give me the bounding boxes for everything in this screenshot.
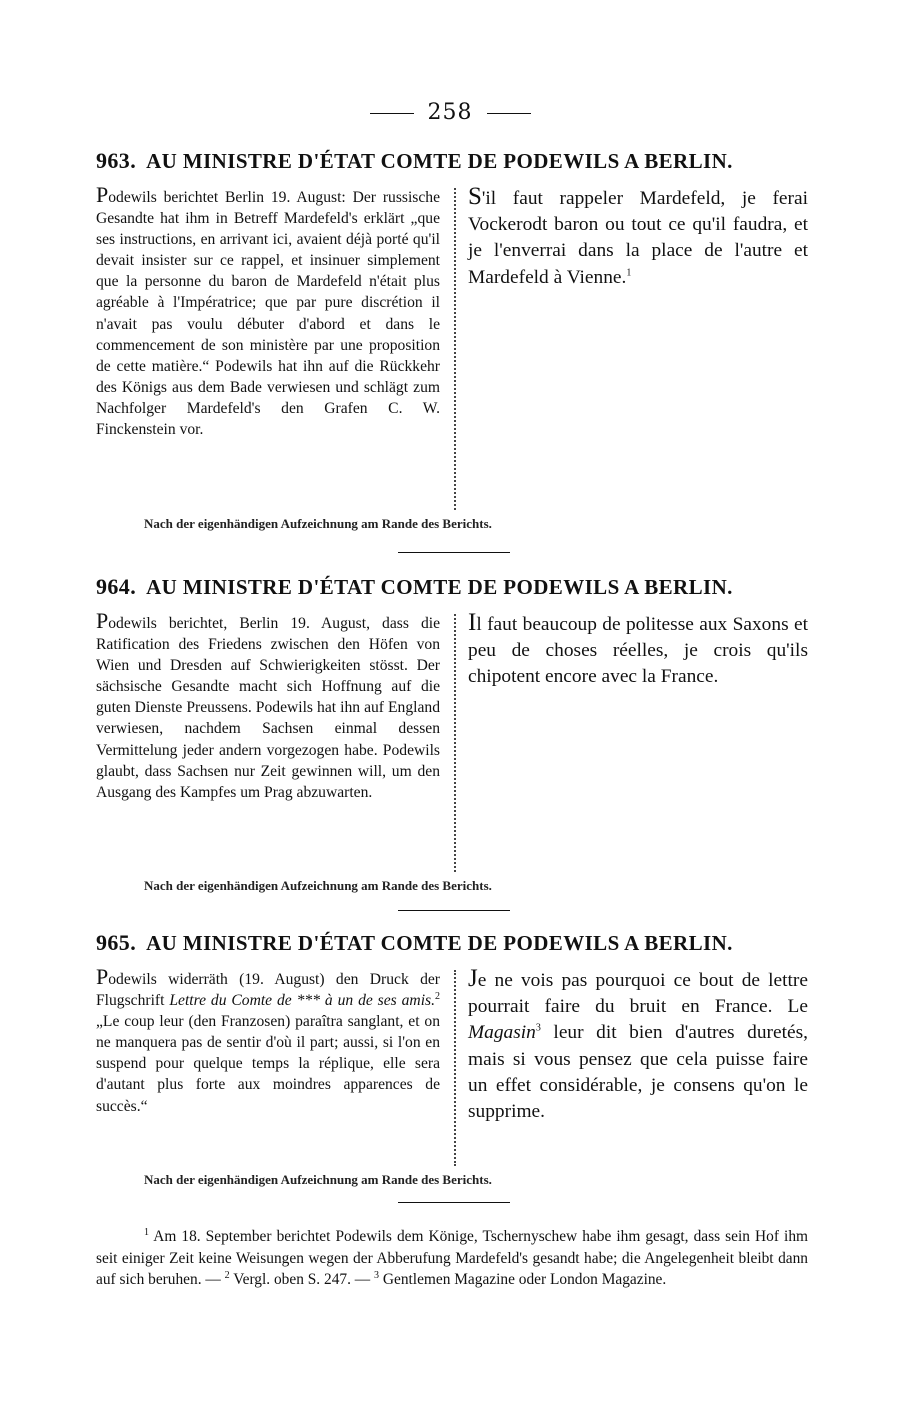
entry-separator — [398, 910, 510, 911]
entry-columns — [96, 184, 808, 510]
entry-columns — [96, 966, 808, 1166]
initial-letter: S — [468, 183, 482, 210]
report-summary — [96, 966, 454, 1166]
report-text: odewils berichtet Berlin 19. August: Der russische Gesandte hat ihm in Betreff Mardefeld's erklärt „que ses instructions, en arrivant ici, avaient déjà porté qu'il devait insister sur ce rappel, et insinuer simplement que la personne du baron de Mardefeld n'était plus agréable à l'Impératrice; que par pure discrétion il n'avait pas voulu débuter d'abord et dans le commencement de son ministère par une proposition de cette matière.“ Podewils hat ihn auf die Rückkehr des Königs aus dem Bade verwiesen und schlägt zum Nachfolger Mardefeld's den Grafen C. W. Finckenstein vor. — [96, 189, 440, 439]
entry-separator — [398, 552, 510, 553]
reply-text-a: e ne vois pas pourquoi ce bout de lettre pourrait faire du bruit en France. Le — [468, 970, 808, 1018]
entry-963 — [96, 148, 808, 532]
entry-heading: AU MINISTRE D'ÉTAT COMTE DE PODEWILS A BERLIN. — [146, 575, 733, 599]
initial-letter: P — [96, 608, 109, 633]
entry-title — [96, 930, 808, 956]
footnote-3-mark: 3 — [374, 1269, 380, 1281]
footnote-3-text: Gentlemen Magazine oder London Magazine. — [379, 1271, 667, 1288]
page-number-dash-right — [487, 113, 531, 114]
page-number — [0, 100, 900, 125]
footnote-2-mark: 2 — [224, 1269, 230, 1281]
footnote-mark: 1 — [626, 267, 632, 279]
king-reply — [456, 966, 808, 1166]
entry-number: 965. — [96, 930, 137, 955]
entry-columns — [96, 610, 808, 872]
report-text-b: „Le coup leur (den Franzosen) paraîtra sanglant, et on ne manquera pas de sentir d'où il part; aussi, si l'on en suspend pour quelque temps la réplique, elle sera d'autant plus forte aux moindres apparences de succès.“ — [96, 1013, 440, 1115]
report-text: odewils berichtet, Berlin 19. August, dass die Ratification des Friedens zwischen den Höfen von Wien und Dresden auf Schwierigkeiten stösst. Der sächsische Gesandte macht sich Hoffnung auf die guten Dienste Preussens. Podewils hat ihn auf England verwiesen, nachdem Sachsen einmal dessen Vermittelung jeder andern vorgezogen habe. Podewils glaubt, dass Sachsen nur Zeit gewinnen will, um den Ausgang des Kampfes um Prag abzuwarten. — [96, 615, 440, 801]
footnote-mark: 2 — [435, 990, 440, 1002]
magazine-title: Magasin — [468, 1022, 536, 1044]
footnotes — [96, 1226, 808, 1291]
report-summary — [96, 610, 454, 872]
footnote-2-text: Vergl. oben S. 247. — — [229, 1271, 375, 1288]
initial-letter: P — [96, 964, 109, 989]
entry-title — [96, 574, 808, 600]
entry-964 — [96, 574, 808, 894]
initial-letter: P — [96, 182, 109, 207]
footnote-mark: 3 — [535, 1022, 541, 1034]
footnote-1-text: Am 18. September berichtet Podewils dem Könige, Tschernyschew habe ihm gesagt, dass sein Hof ihm seit einiger Zeit keine Weisungen wegen der Abberufung Mardefeld's gesandt habe; die Angelegenheit bleibt dann auf sich beruhen. — — [96, 1228, 808, 1288]
pamphlet-title: Lettre du Comte de *** à un de ses amis. — [169, 992, 435, 1010]
page-number-value: 258 — [427, 100, 473, 125]
entry-separator — [398, 1202, 510, 1203]
reply-text: l faut beaucoup de politesse aux Saxons et peu de choses réelles, je crois qu'ils chipotent encore avec la France. — [468, 614, 808, 688]
report-summary — [96, 184, 454, 510]
reply-text: 'il faut rappeler Mardefeld, je ferai Vockerodt baron ou tout ce qu'il faudra, et je l'enverrai dans la place de l'autre et Mardefeld à Vienne. — [468, 188, 808, 288]
source-note: Nach der eigenhändigen Aufzeichnung am Rande des Berichts. — [144, 516, 492, 531]
report-text-a: odewils widerräth (19. August) den Druck der Flugschrift — [96, 971, 440, 1010]
entry-title — [96, 148, 808, 174]
entry-heading: AU MINISTRE D'ÉTAT COMTE DE PODEWILS A BERLIN. — [146, 149, 733, 173]
initial-letter: I — [468, 609, 477, 636]
reply-text-b: leur dit bien d'autres duretés, mais si vous pensez que cela puisse faire un effet considérable, je consens qu'on le supprime. — [468, 1022, 808, 1123]
entry-number: 964. — [96, 574, 137, 599]
source-note: Nach der eigenhändigen Aufzeichnung am Rande des Berichts. — [144, 878, 492, 893]
source-note: Nach der eigenhändigen Aufzeichnung am Rande des Berichts. — [144, 1172, 492, 1187]
entry-number: 963. — [96, 148, 137, 173]
footnote-1-mark: 1 — [144, 1226, 149, 1238]
page-number-dash-left — [370, 113, 414, 114]
king-reply — [456, 610, 808, 872]
entry-965 — [96, 930, 808, 1188]
king-reply — [456, 184, 808, 510]
initial-letter: J — [468, 965, 478, 992]
entry-heading: AU MINISTRE D'ÉTAT COMTE DE PODEWILS A BERLIN. — [146, 931, 733, 955]
